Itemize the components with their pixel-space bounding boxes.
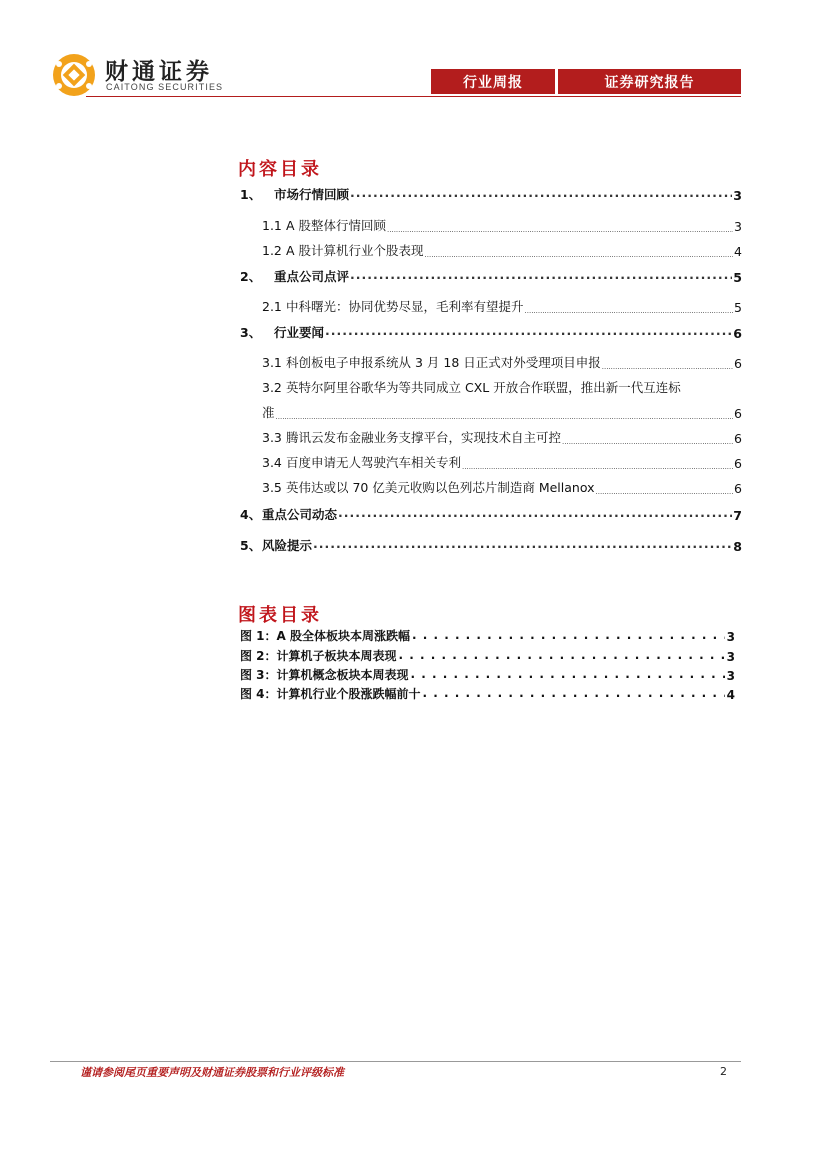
toc-item[interactable] <box>240 453 742 471</box>
toc-item-label: 中科曙光：协同优势尽显，毛利率有望提升 <box>286 299 524 314</box>
toc-item-label: 科创板电子申报系统从 3 月 18 日正式对外受理项目申报 <box>286 355 601 370</box>
toc-item-number: 2.1 <box>262 299 282 314</box>
figure-item-page: 4 <box>726 688 735 702</box>
toc-item-number: 3.5 <box>262 480 282 495</box>
leader-dots <box>562 438 733 446</box>
toc-item-page: 6 <box>734 431 742 446</box>
figure-item-page: 3 <box>726 630 735 644</box>
toc-title: 内容目录 <box>238 159 322 180</box>
figure-item-label: 图 1：A 股全体板块本周涨跌幅 <box>240 629 410 643</box>
leader-dots <box>462 463 733 471</box>
toc-item-label: 风险提示 <box>262 538 313 553</box>
logo-english-name: CAITONG SECURITIES <box>106 82 224 92</box>
caitong-logo-icon <box>50 52 98 98</box>
toc-item-page: 6 <box>733 326 742 341</box>
toc-item-number: 3.3 <box>262 430 282 445</box>
figures-title: 图表目录 <box>238 605 322 626</box>
toc-item-page: 5 <box>734 300 742 315</box>
header-divider <box>86 96 741 97</box>
figure-item-label: 图 4：计算机行业个股涨跌幅前十 <box>240 687 421 701</box>
toc-item-page: 8 <box>733 539 742 554</box>
toc-item[interactable] <box>240 185 742 203</box>
toc-item-number: 2、 <box>240 269 262 284</box>
figure-item[interactable] <box>240 628 735 644</box>
toc-item-label: 市场行情回顾 <box>274 187 350 202</box>
page-number: 2 <box>720 1065 727 1078</box>
toc-item-number: 4、 <box>240 507 262 522</box>
leader-dots <box>412 628 725 642</box>
toc-item-label: 英特尔阿里谷歌华为等共同成立 CXL 开放合作联盟，推出新一代互连标 <box>286 380 681 395</box>
toc-item[interactable] <box>240 378 742 396</box>
figure-item-label: 图 3：计算机概念板块本周表现 <box>240 668 409 682</box>
leader-dots <box>313 536 732 551</box>
leader-dots <box>425 251 734 259</box>
leader-dots <box>325 323 732 338</box>
report-category-tag: 证券研究报告 <box>558 69 741 94</box>
logo-chinese-name: 财通证券 <box>105 59 213 85</box>
leader-dots <box>423 686 725 700</box>
leader-dots <box>338 505 732 520</box>
leader-dots <box>525 307 734 315</box>
toc-item-page: 6 <box>734 456 742 471</box>
toc-item-number: 3、 <box>240 325 262 340</box>
figure-item-page: 3 <box>726 669 735 683</box>
toc-item[interactable] <box>240 478 742 496</box>
toc-item[interactable] <box>240 297 742 315</box>
toc-item-page: 3 <box>733 188 742 203</box>
footer-divider <box>50 1061 741 1062</box>
toc-item-label: 重点公司点评 <box>274 269 350 284</box>
leader-dots <box>602 363 733 371</box>
toc-item-page: 7 <box>733 508 742 523</box>
toc-item-number: 3.4 <box>262 455 282 470</box>
toc-item-number: 3.2 <box>262 380 282 395</box>
toc-item-label: A 股整体行情回顾 <box>286 218 387 233</box>
toc-item-number: 1、 <box>240 187 262 202</box>
toc-item[interactable] <box>240 353 742 371</box>
toc-item-number: 1.1 <box>262 218 282 233</box>
toc-item[interactable] <box>240 267 742 285</box>
toc-item-label: 重点公司动态 <box>262 507 338 522</box>
leader-dots <box>276 413 734 421</box>
leader-dots <box>411 667 725 681</box>
toc-item-label-cont: 准 <box>262 405 275 420</box>
toc-item-page: 5 <box>733 270 742 285</box>
toc-item-number: 3.1 <box>262 355 282 370</box>
toc-item-page: 4 <box>734 244 742 259</box>
toc-item-number: 1.2 <box>262 243 282 258</box>
toc-item[interactable] <box>240 536 742 554</box>
figure-item-page: 3 <box>726 650 735 664</box>
toc-item-page: 6 <box>734 406 742 421</box>
toc-item[interactable] <box>240 323 742 341</box>
toc-item-label: 行业要闻 <box>274 325 325 340</box>
toc-item[interactable] <box>240 428 742 446</box>
toc-item-page: 6 <box>734 356 742 371</box>
toc-item[interactable] <box>240 241 742 259</box>
leader-dots <box>350 267 732 282</box>
toc-item[interactable] <box>240 216 742 234</box>
toc-item-label: 腾讯云发布金融业务支撑平台，实现技术自主可控 <box>286 430 562 445</box>
toc-item-label: 英伟达或以 70 亿美元收购以色列芯片制造商 Mellanox <box>286 480 595 495</box>
toc-item-page: 6 <box>734 481 742 496</box>
leader-dots <box>596 488 734 496</box>
leader-dots <box>387 226 733 234</box>
footer-disclaimer: 谨请参阅尾页重要声明及财通证券股票和行业评级标准 <box>80 1066 344 1079</box>
toc-item-number: 5、 <box>240 538 262 553</box>
leader-dots <box>399 648 725 662</box>
figure-item[interactable] <box>240 686 735 702</box>
toc-item-label: A 股计算机行业个股表现 <box>286 243 424 258</box>
report-type-tag: 行业周报 <box>431 69 555 94</box>
leader-dots <box>350 185 732 200</box>
toc-item-label: 百度申请无人驾驶汽车相关专利 <box>286 455 462 470</box>
figure-item[interactable] <box>240 648 735 664</box>
toc-item-continuation[interactable] <box>240 403 742 421</box>
toc-item-page: 3 <box>734 219 742 234</box>
figure-item-label: 图 2：计算机子板块本周表现 <box>240 649 397 663</box>
figure-item[interactable] <box>240 667 735 683</box>
toc-item[interactable] <box>240 505 742 523</box>
company-logo <box>50 52 270 100</box>
